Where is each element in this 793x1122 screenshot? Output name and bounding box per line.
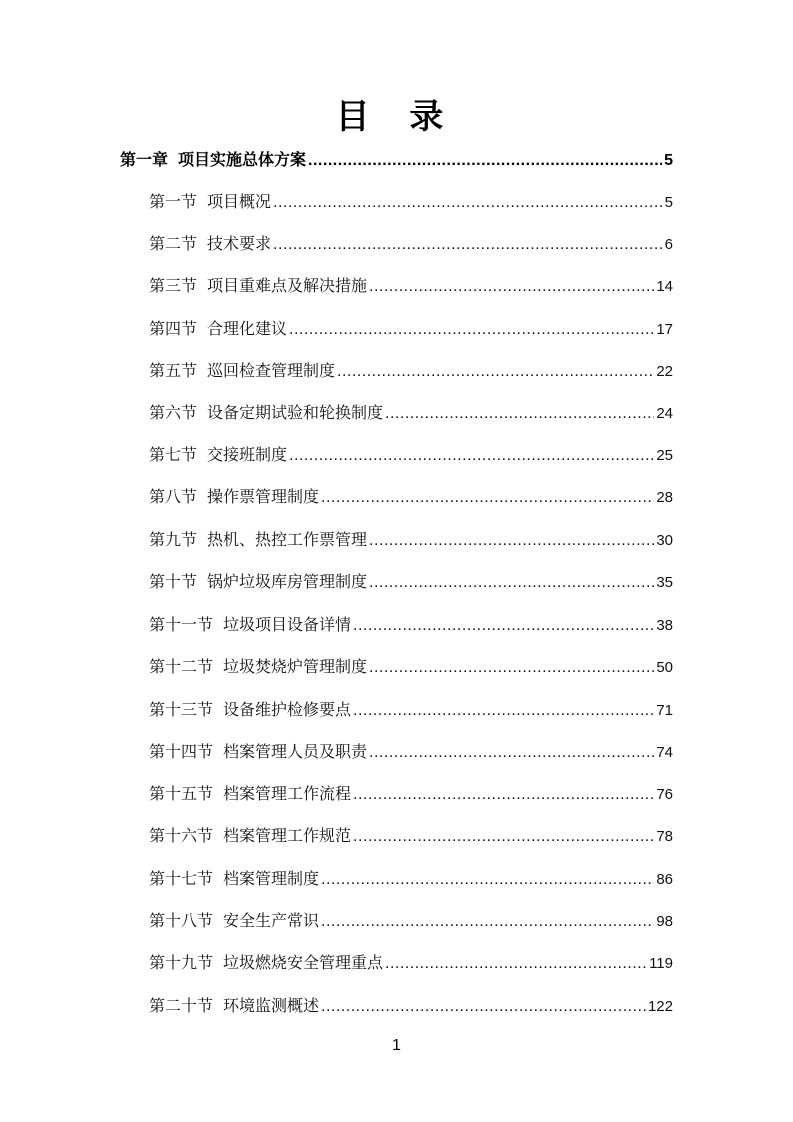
page-ref: 25 (656, 447, 673, 464)
toc-section-3[interactable] (149, 274, 673, 298)
section-number: 第二十节 (149, 996, 214, 1015)
page-ref: 30 (656, 532, 673, 549)
page-ref: 76 (656, 786, 673, 803)
toc-section-12[interactable] (149, 655, 673, 679)
toc-section-11[interactable] (149, 613, 673, 637)
section-number: 第九节 (149, 530, 198, 549)
dot-leader (273, 233, 663, 257)
page-ref: 50 (656, 659, 673, 676)
section-title: 锅炉垃圾库房管理制度 (207, 572, 368, 591)
page-ref: 122 (647, 998, 673, 1015)
page-ref: 6 (664, 236, 673, 253)
dot-leader (321, 910, 654, 934)
dot-leader (385, 402, 654, 426)
chapter-title: 项目实施总体方案 (178, 150, 307, 169)
section-number: 第十节 (149, 572, 198, 591)
section-title: 项目重难点及解决措施 (207, 276, 368, 295)
page-ref: 74 (656, 744, 673, 761)
section-number: 第十五节 (149, 784, 214, 803)
section-number: 第二节 (149, 234, 198, 253)
dot-leader (353, 614, 654, 638)
page-ref: 5 (664, 152, 673, 169)
section-number: 第十三节 (149, 700, 214, 719)
toc-section-17[interactable] (149, 867, 673, 891)
toc-chapter-1[interactable] (120, 148, 673, 172)
section-number: 第十二节 (149, 657, 214, 676)
dot-leader (369, 529, 654, 553)
section-title: 热机、热控工作票管理 (207, 530, 368, 549)
section-title: 环境监测概述 (223, 996, 320, 1015)
dot-leader (321, 868, 654, 892)
section-title: 技术要求 (207, 234, 272, 253)
section-title: 档案管理人员及职责 (223, 742, 368, 761)
toc-section-16[interactable] (149, 824, 673, 848)
toc-title: 目 录 (335, 97, 458, 137)
dot-leader (337, 360, 654, 384)
section-title: 合理化建议 (207, 319, 288, 338)
section-title: 操作票管理制度 (207, 487, 320, 506)
dot-leader (308, 149, 662, 173)
section-number: 第六节 (149, 403, 198, 422)
toc-section-15[interactable] (149, 782, 673, 806)
dot-leader (273, 191, 663, 215)
page-ref: 28 (656, 489, 673, 506)
section-title: 垃圾项目设备详情 (223, 615, 352, 634)
section-number: 第五节 (149, 361, 198, 380)
toc-section-4[interactable] (149, 317, 673, 341)
toc-section-2[interactable] (149, 232, 673, 256)
section-number: 第十六节 (149, 826, 214, 845)
page-ref: 22 (656, 363, 673, 380)
section-title: 设备维护检修要点 (223, 700, 352, 719)
section-title: 档案管理工作规范 (223, 826, 352, 845)
page-ref: 35 (656, 574, 673, 591)
toc-section-6[interactable] (149, 401, 673, 425)
toc-section-5[interactable] (149, 359, 673, 383)
toc-section-10[interactable] (149, 570, 673, 594)
page-ref: 78 (656, 828, 673, 845)
dot-leader (353, 699, 654, 723)
dot-leader (321, 995, 646, 1019)
dot-leader (353, 783, 654, 807)
page-ref: 86 (656, 871, 673, 888)
section-number: 第十八节 (149, 911, 214, 930)
section-number: 第十九节 (149, 953, 214, 972)
section-title: 垃圾焚烧炉管理制度 (223, 657, 368, 676)
section-number: 第一节 (149, 192, 198, 211)
section-title: 垃圾燃烧安全管理重点 (223, 953, 384, 972)
section-title: 档案管理制度 (223, 869, 320, 888)
dot-leader (289, 318, 654, 342)
section-number: 第十四节 (149, 742, 214, 761)
toc-section-14[interactable] (149, 740, 673, 764)
dot-leader (321, 486, 654, 510)
dot-leader (385, 952, 647, 976)
section-number: 第四节 (149, 319, 198, 338)
page-ref: 24 (656, 405, 673, 422)
section-title: 安全生产常识 (223, 911, 320, 930)
toc-section-20[interactable] (149, 994, 673, 1018)
section-title: 巡回检查管理制度 (207, 361, 336, 380)
section-number: 第三节 (149, 276, 198, 295)
dot-leader (369, 275, 654, 299)
dot-leader (369, 571, 654, 595)
section-title: 项目概况 (207, 192, 272, 211)
toc-section-18[interactable] (149, 909, 673, 933)
page-number: 1 (392, 1037, 401, 1054)
page-ref: 5 (664, 194, 673, 211)
page-ref: 71 (656, 702, 673, 719)
section-number: 第七节 (149, 445, 198, 464)
dot-leader (289, 444, 654, 468)
dot-leader (369, 741, 654, 765)
dot-leader (353, 825, 654, 849)
section-number: 第十七节 (149, 869, 214, 888)
toc-section-19[interactable] (149, 951, 673, 975)
chapter-number: 第一章 (120, 150, 169, 169)
toc-section-1[interactable] (149, 190, 673, 214)
toc-section-7[interactable] (149, 443, 673, 467)
page-ref: 17 (656, 321, 673, 338)
page-ref: 14 (656, 278, 673, 295)
page-ref: 98 (656, 913, 673, 930)
toc-section-13[interactable] (149, 698, 673, 722)
section-title: 档案管理工作流程 (223, 784, 352, 803)
section-number: 第八节 (149, 487, 198, 506)
section-number: 第十一节 (149, 615, 214, 634)
page-ref: 38 (656, 617, 673, 634)
toc-section-8[interactable] (149, 485, 673, 509)
section-title: 设备定期试验和轮换制度 (207, 403, 384, 422)
section-title: 交接班制度 (207, 445, 288, 464)
toc-section-9[interactable] (149, 528, 673, 552)
page-ref: 119 (649, 955, 673, 972)
dot-leader (369, 656, 654, 680)
